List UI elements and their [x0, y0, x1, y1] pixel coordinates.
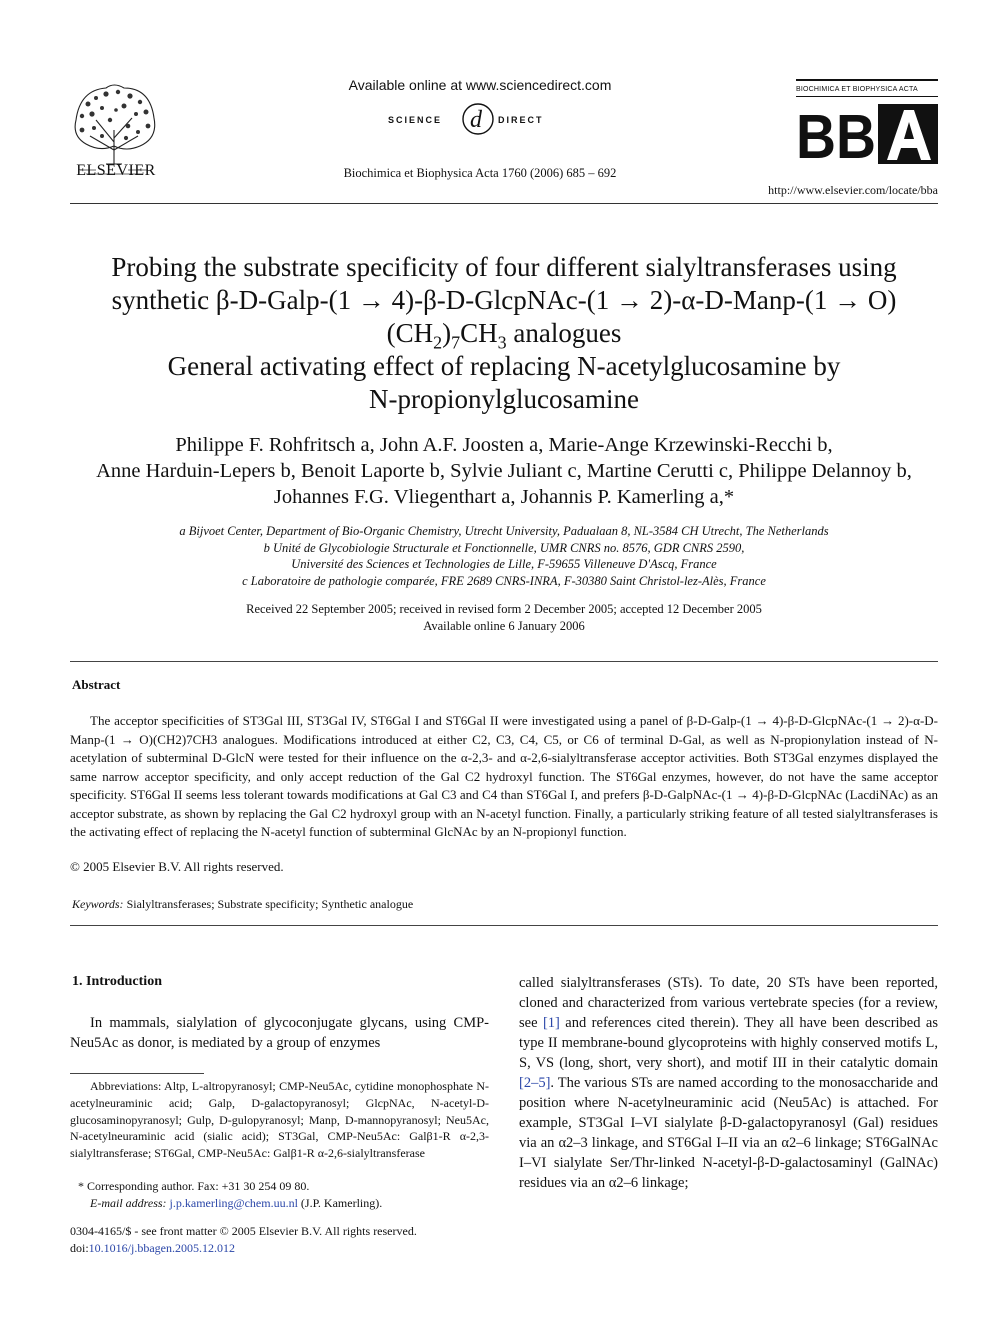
affiliations — [70, 523, 938, 589]
abstract-text: The acceptor specificities of ST3Gal III, ST3Gal IV, ST6Gal I and ST6Gal II were investigated using a panel of β-D-Galp-(1 → 4)-β-D-GlcpNAc-(1 → 2)-α-D-Manp-(1 → O)(CH2)7CH3 analogues. Modifications introduced at either C2, C3, C4, C5, or C6 of terminal D-Gal, as well as N-propionylation instead of N-acetylation of subterminal D-GlcN were tested for their influence on the α-2,3- and α-2,6-sialyltransferase acceptor activities. Both ST3Gal enzymes displayed the same narrow acceptor specificity, and only accept reduction of the Gal C2 hydroxyl function. The ST6Gal enzymes, however, do not have the same acceptor specificity. ST6Gal II seems less tolerant towards modifications at Gal C3 and C4 than ST6Gal I, and prefers β-D-GalpNAc-(1 → 4)-β-D-GlcpNAc (LacdiNAc) as an acceptor substrate, as shown by replacing the Gal C2 hydroxyl group with an N-acetyl function. Finally, a particularly striking feature of all tested sialyltransferases is the activating effect of replacing the N-acetyl function of subterminal GlcNAc by an N-propionyl function. — [70, 713, 938, 839]
intro-paragraph-left: In mammals, sialylation of glycoconjugate glycans, using CMP-Neu5Ac as donor, is mediated by a group of enzymes — [70, 1015, 489, 1051]
affiliation-line: Université des Sciences et Technologies de Lille, F-59655 Villeneuve D'Ascq, France — [291, 557, 717, 571]
reference-link-2-5[interactable]: [2–5] — [519, 1075, 551, 1091]
title-line-2: synthetic β-D-Galp-(1 → 4)-β-D-GlcpNAc-(1 → 2)-α-D-Manp-(1 → O) — [111, 285, 897, 315]
keywords-text: Sialyltransferases; Substrate specificity; Synthetic analogue — [126, 897, 414, 911]
title-line-3: $(CH_2)_7CH_3$ analogues — [386, 318, 622, 353]
sciencedirect-logo — [384, 100, 574, 138]
journal-url[interactable]: http://www.elsevier.com/locate/bba — [768, 183, 938, 197]
doi-link[interactable]: 10.1016/j.bbagen.2005.12.012 — [88, 1241, 235, 1255]
bba-journal-name: BIOCHIMICA ET BIOPHYSICA ACTA — [796, 86, 918, 93]
title-line-1: Probing the substrate specificity of four different sialyltransferases using — [111, 252, 897, 282]
keywords-label: Keywords: — [72, 897, 124, 911]
intro-paragraph-right: called sialyltransferases (STs). To date, 20 STs have been reported, cloned and characterized from various vertebrate species (for a review, see [1] and references cited therein). They all have been described as type II membrane-bound glycoproteins with highly conserved motifs L, S, VS (long, short, very short), and motif III in their catalytic domain [2–5]. The various STs are named according to the monosaccharide and position where N-acetylneuraminic acid (Neu5Ac) is attached. For example, ST3Gal I–VI sialylate β-D-galactopyranosyl (Gal) residues via an α2–3 linkage, and ST6Gal I–II via an α2–6 linkage; ST6GalNAc I–VI sialylate Ser/Thr-linked N-acetyl-β-D-galactosaminyl (GalNAc) residues via an α2–6 linkage; — [519, 975, 938, 1191]
affiliation-line: a Bijvoet Center, Department of Bio-Organic Chemistry, Utrecht University, Padualaan 8, NL-3584 CH Utrecht, The Netherlands — [179, 524, 829, 538]
issn-line: 0304-4165/$ - see front matter © 2005 Elsevier B.V. All rights reserved. — [70, 1224, 417, 1238]
online-date: Available online 6 January 2006 — [423, 618, 585, 633]
abstract-heading: Abstract — [72, 677, 121, 692]
footnote-rule — [70, 1073, 204, 1074]
abstract-bottom-rule — [70, 925, 938, 926]
author-line: Anne Harduin-Lepers b, Benoit Laporte b, Sylvie Juliant c, Martine Cerutti c, Philippe Delannoy b, — [96, 460, 912, 482]
header-rule — [70, 203, 938, 204]
svg-text:d: d — [470, 107, 482, 133]
email-link[interactable]: j.p.kamerling@chem.uu.nl — [169, 1196, 298, 1210]
author-line: Johannes F.G. Vliegenthart a, Johannis P. Kamerling a,* — [273, 486, 735, 508]
abstract-top-rule — [70, 661, 938, 662]
svg-text:BB: BB — [796, 103, 876, 164]
subtitle-line-2: N-propionylglucosamine — [369, 384, 639, 414]
author-list — [60, 432, 948, 510]
affiliation-line: b Unité de Glycobiologie Structurale et Fonctionnelle, UMR CNRS no. 8576, GDR CNRS 2590, — [263, 540, 745, 555]
subtitle-line-1: General activating effect of replacing N-acetylglucosamine by — [167, 351, 841, 381]
publisher-name: ELSEVIER — [76, 162, 156, 179]
reference-link-1[interactable]: [1] — [542, 1015, 560, 1031]
available-online-text: Available online at www.sciencedirect.com — [348, 77, 612, 93]
sd-right-text: DIRECT — [498, 115, 544, 125]
footnote-email: E-mail address: j.p.kamerling@chem.uu.nl (J.P. Kamerling). — [90, 1196, 383, 1210]
footnote-corresponding-author: * Corresponding author. Fax: +31 30 254 09 80. — [78, 1179, 310, 1193]
article-dates — [70, 601, 938, 634]
affiliation-line: c Laboratoire de pathologie comparée, FRE 2689 CNRS-INRA, F-30380 Saint Christol-lez-Alès, France — [242, 573, 766, 588]
received-dates: Received 22 September 2005; received in revised form 2 December 2005; accepted 12 December 2005 — [246, 602, 762, 616]
author-line: Philippe F. Rohfritsch a, John A.F. Joosten a, Marie-Ange Krzewinski-Recchi b, — [175, 434, 833, 456]
bba-rule-top — [796, 79, 938, 81]
keywords — [72, 897, 413, 912]
footnote-abbreviations: Abbreviations: Altp, L-altropyranosyl; CMP-Neu5Ac, cytidine monophosphate N-acetylneuraminic acid; Galp, D-galactopyranosyl; GlcpNAc, N-acetyl-D-glucosaminopyranosyl; Gulp, D-gulopyranosyl; Manp, D-mannopyranosyl; Neu5Ac, N-acetylneuraminic acid (sialic acid); ST3Gal, CMP-Neu5Ac: Galβ1-R α-2,3-sialyltransferase; ST6Gal, CMP-Neu5Ac: Galβ1-R α-2,6-sialyltransferase — [70, 1079, 489, 1161]
section-heading-introduction: 1. Introduction — [72, 974, 162, 989]
abstract-copyright: © 2005 Elsevier B.V. All rights reserved. — [70, 859, 284, 874]
doi-line: doi:10.1016/j.bbagen.2005.12.012 — [70, 1241, 235, 1255]
article-title — [70, 251, 938, 416]
journal-reference: Biochimica et Biophysica Acta 1760 (2006) 685 – 692 — [343, 166, 617, 180]
bba-logo — [796, 102, 938, 164]
sd-left-text: SCIENCE — [388, 115, 443, 125]
bba-rule-bottom — [796, 96, 938, 97]
